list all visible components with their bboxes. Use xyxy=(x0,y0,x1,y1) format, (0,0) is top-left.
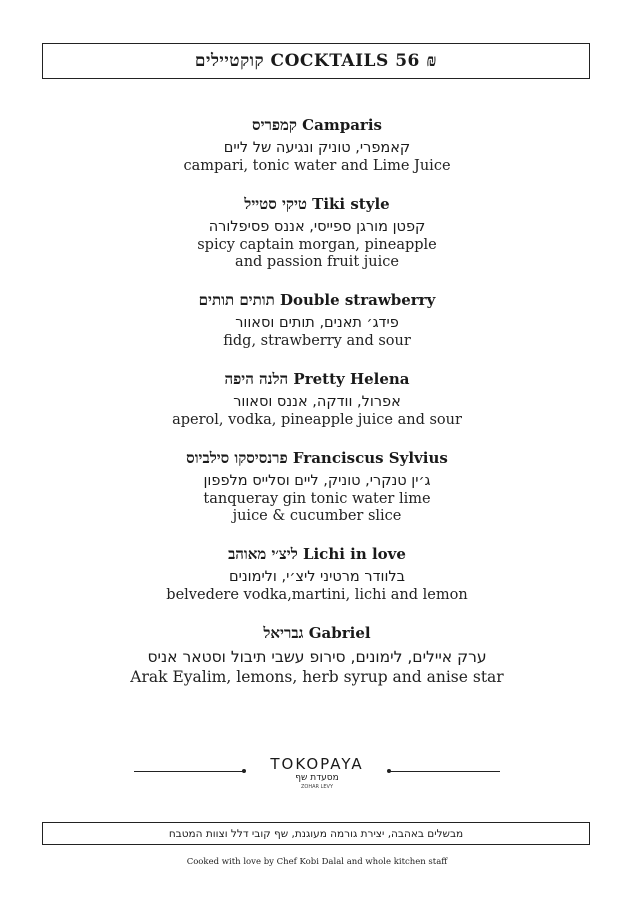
restaurant-logo-area xyxy=(0,755,634,795)
item-description-english xyxy=(0,667,634,687)
description-line: fidg, strawberry and sour xyxy=(223,333,411,349)
description-line: juice & cucumber slice xyxy=(232,508,402,524)
description-line: Arak Eyalim, lemons, herb syrup and anise star xyxy=(130,668,504,686)
cocktail-list xyxy=(0,115,634,706)
item-description-english xyxy=(0,237,634,271)
item-description-hebrew: קאמפרי, טוניק ונגיעה של ליים xyxy=(223,140,411,156)
item-title: ליצ׳י מאוהב Lichi in love xyxy=(228,545,406,563)
logo-tagline: ZOHAR LEVY xyxy=(300,784,334,790)
description-line: campari, tonic water and Lime Juice xyxy=(183,158,451,174)
restaurant-logo xyxy=(262,755,372,790)
menu-item xyxy=(0,290,634,350)
footer-hebrew-text: מבשלים באהבה, יצירת גורמה מעוגנת, שף קובי דלל וצוות המטבח xyxy=(168,827,464,840)
footer-box xyxy=(42,822,590,845)
item-description-hebrew: ג׳ין טנקרי, טוניק, ליים וסלייס מלפפון xyxy=(203,473,431,489)
description-line: belvedere vodka,martini, lichi and lemon xyxy=(166,587,468,603)
item-description-english xyxy=(0,587,634,604)
menu-item xyxy=(0,369,634,429)
item-title: פרנסיסקו סילביוס Franciscus Sylvius xyxy=(186,449,448,467)
item-description-hebrew: ערק איילים, לימונים, סירופ עשבי תיבול וסטאר אניס xyxy=(147,648,487,666)
menu-title: קוקטיילים COCKTAILS 56 ₪ xyxy=(194,51,438,71)
item-title: גבריאל Gabriel xyxy=(263,624,371,642)
divider-line-left xyxy=(134,771,244,772)
item-description-english xyxy=(0,491,634,525)
item-description-english xyxy=(0,158,634,175)
description-line: tanqueray gin tonic water lime xyxy=(203,491,431,507)
item-title: קמפריס Camparis xyxy=(252,116,382,134)
description-line: spicy captain morgan, pineapple xyxy=(197,237,437,253)
description-line: and passion fruit juice xyxy=(235,254,399,270)
logo-subtitle: מסעדת שף xyxy=(295,773,339,783)
footer-credit: Cooked with love by Chef Kobi Dalal and whole kitchen staff xyxy=(186,857,448,867)
description-line: aperol, vodka, pineapple juice and sour xyxy=(172,412,462,428)
item-description-hebrew: אפרול, וודקה, אננס וסאוור xyxy=(233,394,401,410)
menu-header xyxy=(42,43,590,79)
menu-item xyxy=(0,194,634,271)
logo-wordmark: TOKOPAYA xyxy=(270,755,364,773)
menu-item xyxy=(0,544,634,604)
item-title: טיקי סטייל Tiki style xyxy=(244,195,390,213)
item-title: תותים תותים Double strawberry xyxy=(198,291,436,309)
item-description-hebrew: בלוודר מרטיני ליצ׳י, ולימונים xyxy=(228,569,406,585)
divider-line-right xyxy=(389,771,500,772)
item-description-english xyxy=(0,333,634,350)
menu-item xyxy=(0,448,634,525)
item-description-hebrew: פידג׳ תאנים, תותים וסאוור xyxy=(235,315,399,331)
item-title: הלנה היפה Pretty Helena xyxy=(224,370,410,388)
menu-item xyxy=(0,115,634,175)
divider-dot-left xyxy=(242,769,246,773)
menu-item xyxy=(0,623,634,687)
item-description-hebrew: קפטן מורגן ספייסי, אננס פסיפלורה xyxy=(208,219,426,235)
item-description-english xyxy=(0,412,634,429)
